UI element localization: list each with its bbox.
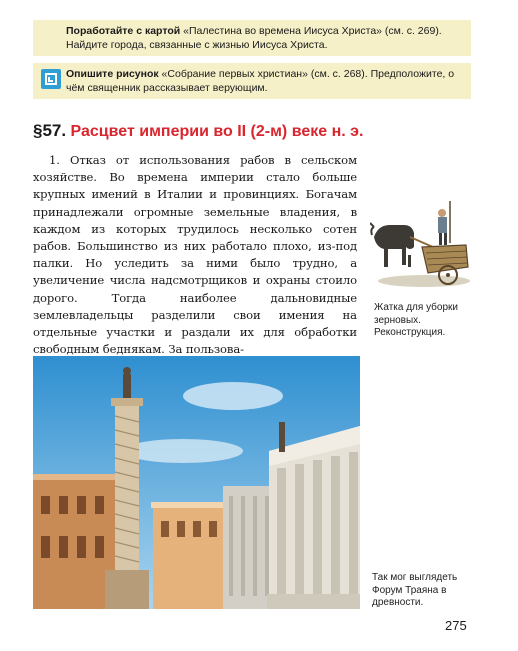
task-box-map [33,20,471,56]
task-map-bold: Поработайте с картой [66,25,181,37]
section-heading [33,121,473,141]
task-box-picture [33,63,471,99]
section-number: §57. [33,121,67,140]
caption-reaper: Жатка для уборки зерновых. Реконструкция. [374,302,458,338]
section-title: Расцвет империи во II (2-м) веке н. э. [70,123,364,140]
page-number: 275 [445,618,467,633]
task-map-text: «Палестина во времена Иисуса Христа» (см. с. 269). Найдите города, связанные с жизнью Иисуса Христа. [66,25,442,51]
forum-trajan-illustration [33,356,360,609]
body-paragraph: 1. Отказ от использования рабов в сельском хозяйстве. Во времена империи стало больше крупных имений в Италии и провинциях. Богачам принадлежали огромные земельные владения, в каждом из которых трудилось несколько сотен рабов. Большинство из них работало плохо, из-под палки. Но уследить за ними было трудно, а увеличение числа надсмотрщиков и охраны стоило дорого. Тогда наиболее дальновидные землевладельцы разделили свои имения на отдельные участки и раздали их для обработки свободным беднякам. За пользова- [33,153,357,357]
caption-forum: Так мог выглядеть Форум Траяна в древности. [372,572,458,608]
reaper-illustration [370,195,472,293]
task-picture-text: «Собрание первых христиан» (см. с. 268). Предположите, о чём священник рассказывает верующим. [66,68,455,94]
picture-icon [41,69,61,89]
task-picture-bold: Опишите рисунок [66,68,159,80]
